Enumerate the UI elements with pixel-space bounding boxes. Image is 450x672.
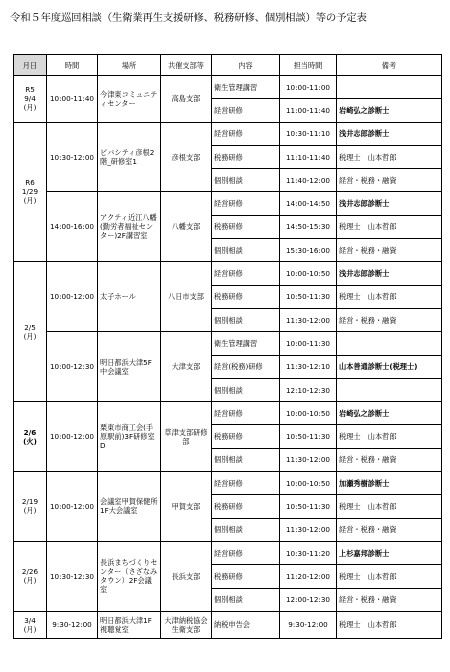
row-remark: 浅井志郎診断士 [337, 262, 442, 285]
row-remark: 経営・税務・融資 [337, 588, 442, 611]
row-slot: 10:00-11:30 [280, 332, 337, 355]
row-content: 経営研修 [212, 472, 280, 495]
row-content: 経営(税務)研修 [212, 355, 280, 378]
session-time: 10:30-12:00 [47, 122, 98, 192]
row-slot: 10:00-10:50 [280, 472, 337, 495]
session-date: R5 9/4 (月) [14, 76, 47, 123]
row-content: 個別相談 [212, 169, 280, 192]
row-remark: 経営・税務・融資 [337, 518, 442, 541]
header-host: 共催支部等 [161, 55, 212, 76]
row-slot: 14:00-14:50 [280, 192, 337, 215]
page-title: 令和５年度巡回相談（生衛業再生支援研修、税務研修、個別相談）等の予定表 [10, 12, 367, 24]
session-place: 太子ホール [98, 262, 161, 332]
row-slot: 12:00-12:30 [280, 588, 337, 611]
row-remark: 経営・税務・融資 [337, 448, 442, 471]
table-row [14, 402, 442, 425]
table-row [14, 122, 442, 145]
row-slot: 15:30-16:00 [280, 239, 337, 262]
row-remark [337, 332, 442, 355]
table-header [14, 55, 442, 76]
session-host: 長浜支部 [161, 541, 212, 611]
table-body [14, 76, 442, 639]
session-place: アクティ近江八幡(勤労者福祉センター)2F講習室 [98, 192, 161, 262]
session-host: 八幡支部 [161, 192, 212, 262]
session-time: 14:00-16:00 [47, 192, 98, 262]
table-row [14, 332, 442, 355]
row-content: 税務研修 [212, 145, 280, 168]
row-content: 衛生管理講習 [212, 76, 280, 99]
row-slot: 10:30-11:10 [280, 122, 337, 145]
session-host: 高島支部 [161, 76, 212, 123]
row-slot: 12:10-12:30 [280, 378, 337, 401]
session-time: 10:00-11:40 [47, 76, 98, 123]
row-content: 個別相談 [212, 448, 280, 471]
table-row [14, 192, 442, 215]
row-remark: 税理士 山本哲郎 [337, 145, 442, 168]
row-remark: 税理士 山本哲郎 [337, 565, 442, 588]
row-content: 経営研修 [212, 541, 280, 564]
row-content: 税務研修 [212, 215, 280, 238]
row-remark: 岩崎弘之診断士 [337, 99, 442, 122]
session-date: 2/6 (火) [14, 402, 47, 472]
row-remark: 加瀬秀樹診断士 [337, 472, 442, 495]
row-remark: 経営・税務・融資 [337, 308, 442, 331]
row-slot: 10:30-11:20 [280, 541, 337, 564]
row-remark: 岩崎弘之診断士 [337, 402, 442, 425]
table-row [14, 76, 442, 99]
row-content: 税務研修 [212, 565, 280, 588]
row-slot: 10:50-11:30 [280, 285, 337, 308]
session-host: 大津支部 [161, 332, 212, 402]
session-time: 10:00-12:30 [47, 332, 98, 402]
row-remark: 経営・税務・融資 [337, 239, 442, 262]
row-slot: 10:00-11:00 [280, 76, 337, 99]
row-slot: 11:30-12:00 [280, 518, 337, 541]
row-slot: 10:50-11:30 [280, 495, 337, 518]
row-remark: 経営・税務・融資 [337, 169, 442, 192]
header-place: 場所 [98, 55, 161, 76]
session-date: 2/26 (月) [14, 541, 47, 611]
session-place: 明日都浜大津5F中会議室 [98, 332, 161, 402]
session-date: 2/19 (月) [14, 472, 47, 542]
row-content: 経営研修 [212, 122, 280, 145]
row-remark: 上杉嘉邦診断士 [337, 541, 442, 564]
row-content: 個別相談 [212, 378, 280, 401]
session-time: 10:30-12:30 [47, 541, 98, 611]
row-remark: 浅井志郎診断士 [337, 192, 442, 215]
table-row [14, 611, 442, 638]
session-place: 栗東市商工会(手原駅前)3F研修室D [98, 402, 161, 472]
row-remark: 税理士 山本哲郎 [337, 285, 442, 308]
table-row [14, 472, 442, 495]
row-slot: 10:50-11:30 [280, 425, 337, 448]
session-host: 草津支部研修部 [161, 402, 212, 472]
row-content: 納税申告会 [212, 611, 280, 638]
header-content: 内容 [212, 55, 280, 76]
row-content: 個別相談 [212, 308, 280, 331]
session-time: 10:00-12:00 [47, 262, 98, 332]
row-slot: 11:30-12:00 [280, 448, 337, 471]
session-place: ビバシティ彦根2階_研修室1 [98, 122, 161, 192]
session-host: 甲賀支部 [161, 472, 212, 542]
row-content: 個別相談 [212, 588, 280, 611]
row-slot: 11:00-11:40 [280, 99, 337, 122]
table-row [14, 262, 442, 285]
row-content: 衛生管理講習 [212, 332, 280, 355]
schedule-table [13, 54, 442, 639]
row-content: 税務研修 [212, 425, 280, 448]
header-time: 時間 [47, 55, 98, 76]
row-remark: 山本善通診断士(税理士) [337, 355, 442, 378]
table-row [14, 541, 442, 564]
session-host: 八日市支部 [161, 262, 212, 332]
row-slot: 11:10-11:40 [280, 145, 337, 168]
row-remark [337, 378, 442, 401]
row-content: 個別相談 [212, 239, 280, 262]
session-host: 彦根支部 [161, 122, 212, 192]
row-content: 経営研修 [212, 99, 280, 122]
session-time: 9:30-12:00 [47, 611, 98, 638]
row-content: 個別相談 [212, 518, 280, 541]
session-place: 明日都浜大津1F視聴覚室 [98, 611, 161, 638]
row-remark: 税理士 山本哲郎 [337, 425, 442, 448]
row-slot: 11:30-12:00 [280, 308, 337, 331]
header-slot: 担当時間 [280, 55, 337, 76]
row-slot: 10:00-10:50 [280, 262, 337, 285]
row-slot: 10:00-10:50 [280, 402, 337, 425]
row-content: 経営研修 [212, 192, 280, 215]
session-place: 今津東コミュニティセンター [98, 76, 161, 123]
session-host: 大津納税協会生衛支部 [161, 611, 212, 638]
header-remark: 備考 [337, 55, 442, 76]
row-slot: 11:30-12:10 [280, 355, 337, 378]
row-slot: 9:30-12:00 [280, 611, 337, 638]
row-content: 税務研修 [212, 495, 280, 518]
row-content: 経営研修 [212, 402, 280, 425]
row-remark: 浅井志郎診断士 [337, 122, 442, 145]
session-date: 3/4 (月) [14, 611, 47, 638]
row-remark: 税理士 山本哲郎 [337, 611, 442, 638]
header-date: 月日 [14, 55, 47, 76]
session-time: 10:00-12:00 [47, 472, 98, 542]
row-remark [337, 76, 442, 99]
row-slot: 14:50-15:30 [280, 215, 337, 238]
row-content: 経営研修 [212, 262, 280, 285]
session-date: R6 1/29 (月) [14, 122, 47, 262]
session-place: 長浜まちづくりセンター（さざなみタウン）2F会議室 [98, 541, 161, 611]
row-slot: 11:40-12:00 [280, 169, 337, 192]
session-time: 10:00-12:00 [47, 402, 98, 472]
row-remark: 税理士 山本哲郎 [337, 215, 442, 238]
session-date: 2/5 (月) [14, 262, 47, 402]
session-place: 会議室甲賀保健所1F大会議室 [98, 472, 161, 542]
row-remark: 税理士 山本哲郎 [337, 495, 442, 518]
row-content: 税務研修 [212, 285, 280, 308]
row-slot: 11:20-12:00 [280, 565, 337, 588]
